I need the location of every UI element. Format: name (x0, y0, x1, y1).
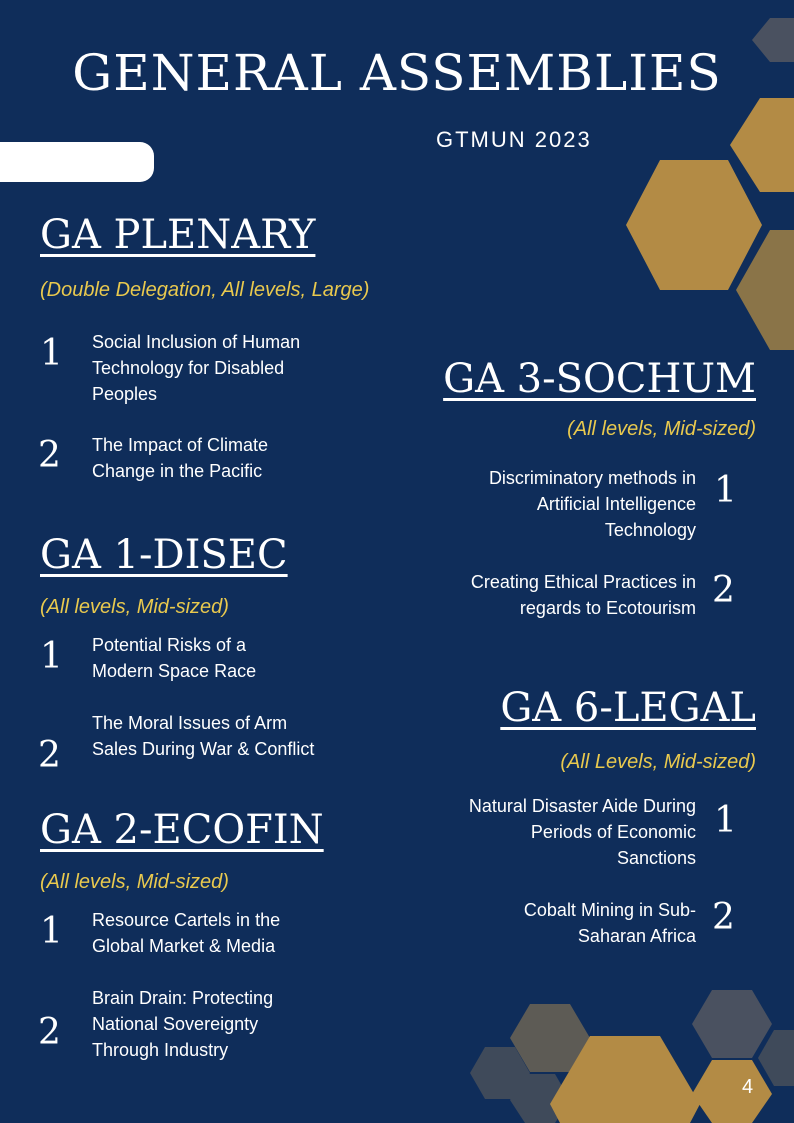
section-meta: (All levels, Mid-sized) (40, 596, 229, 618)
section-heading: GA 3-SOCHUM (443, 356, 756, 402)
section-meta: (All Levels, Mid-sized) (560, 751, 756, 773)
topic-text: Resource Cartels in the Global Market & Media (92, 910, 281, 956)
topic-text: The Moral Issues of Arm Sales During War & Conflict (92, 713, 315, 759)
topic-number: 1 (40, 911, 63, 952)
topic-text: Discriminatory methods in Artificial Intelligence Technology (488, 468, 696, 540)
topic-number: 2 (38, 435, 61, 476)
topic-number: 1 (714, 470, 737, 511)
topic-number: 1 (40, 333, 63, 374)
topic-text: Natural Disaster Aide During Periods of Economic Sanctions (468, 796, 696, 868)
topic-text: Potential Risks of a Modern Space Race (92, 635, 257, 681)
topic-text: The Impact of Climate Change in the Pacific (92, 435, 269, 481)
topic-text: Creating Ethical Practices in regards to Ecotourism (470, 572, 696, 618)
section-heading: GA PLENARY (40, 212, 316, 258)
topic-number: 2 (38, 735, 61, 776)
topic-number: 2 (38, 1012, 61, 1053)
conference-subtitle: GTMUN 2023 (436, 127, 592, 152)
page-title: GENERAL ASSEMBLIES (72, 44, 722, 102)
section-meta: (All levels, Mid-sized) (567, 418, 756, 440)
topic-number: 1 (40, 636, 63, 677)
hexagon-cluster-bottom-right (470, 990, 794, 1123)
section-heading: GA 6-LEGAL (500, 685, 756, 731)
section-meta: (Double Delegation, All levels, Large) (40, 279, 370, 301)
white-tab-decoration (0, 142, 154, 182)
topic-text: Brain Drain: Protecting National Sovereignty Through Industry (92, 988, 274, 1060)
topic-text: Cobalt Mining in Sub-Saharan Africa (523, 900, 696, 946)
topic-number: 1 (714, 800, 737, 841)
page-number: 4 (742, 1076, 754, 1098)
section-meta: (All levels, Mid-sized) (40, 871, 229, 893)
topic-text: Social Inclusion of Human Technology for Disabled Peoples (92, 332, 301, 404)
topic-number: 2 (712, 897, 735, 938)
section-heading: GA 2-ECOFIN (40, 807, 324, 853)
section-heading: GA 1-DISEC (40, 532, 288, 578)
topic-number: 2 (712, 570, 735, 611)
